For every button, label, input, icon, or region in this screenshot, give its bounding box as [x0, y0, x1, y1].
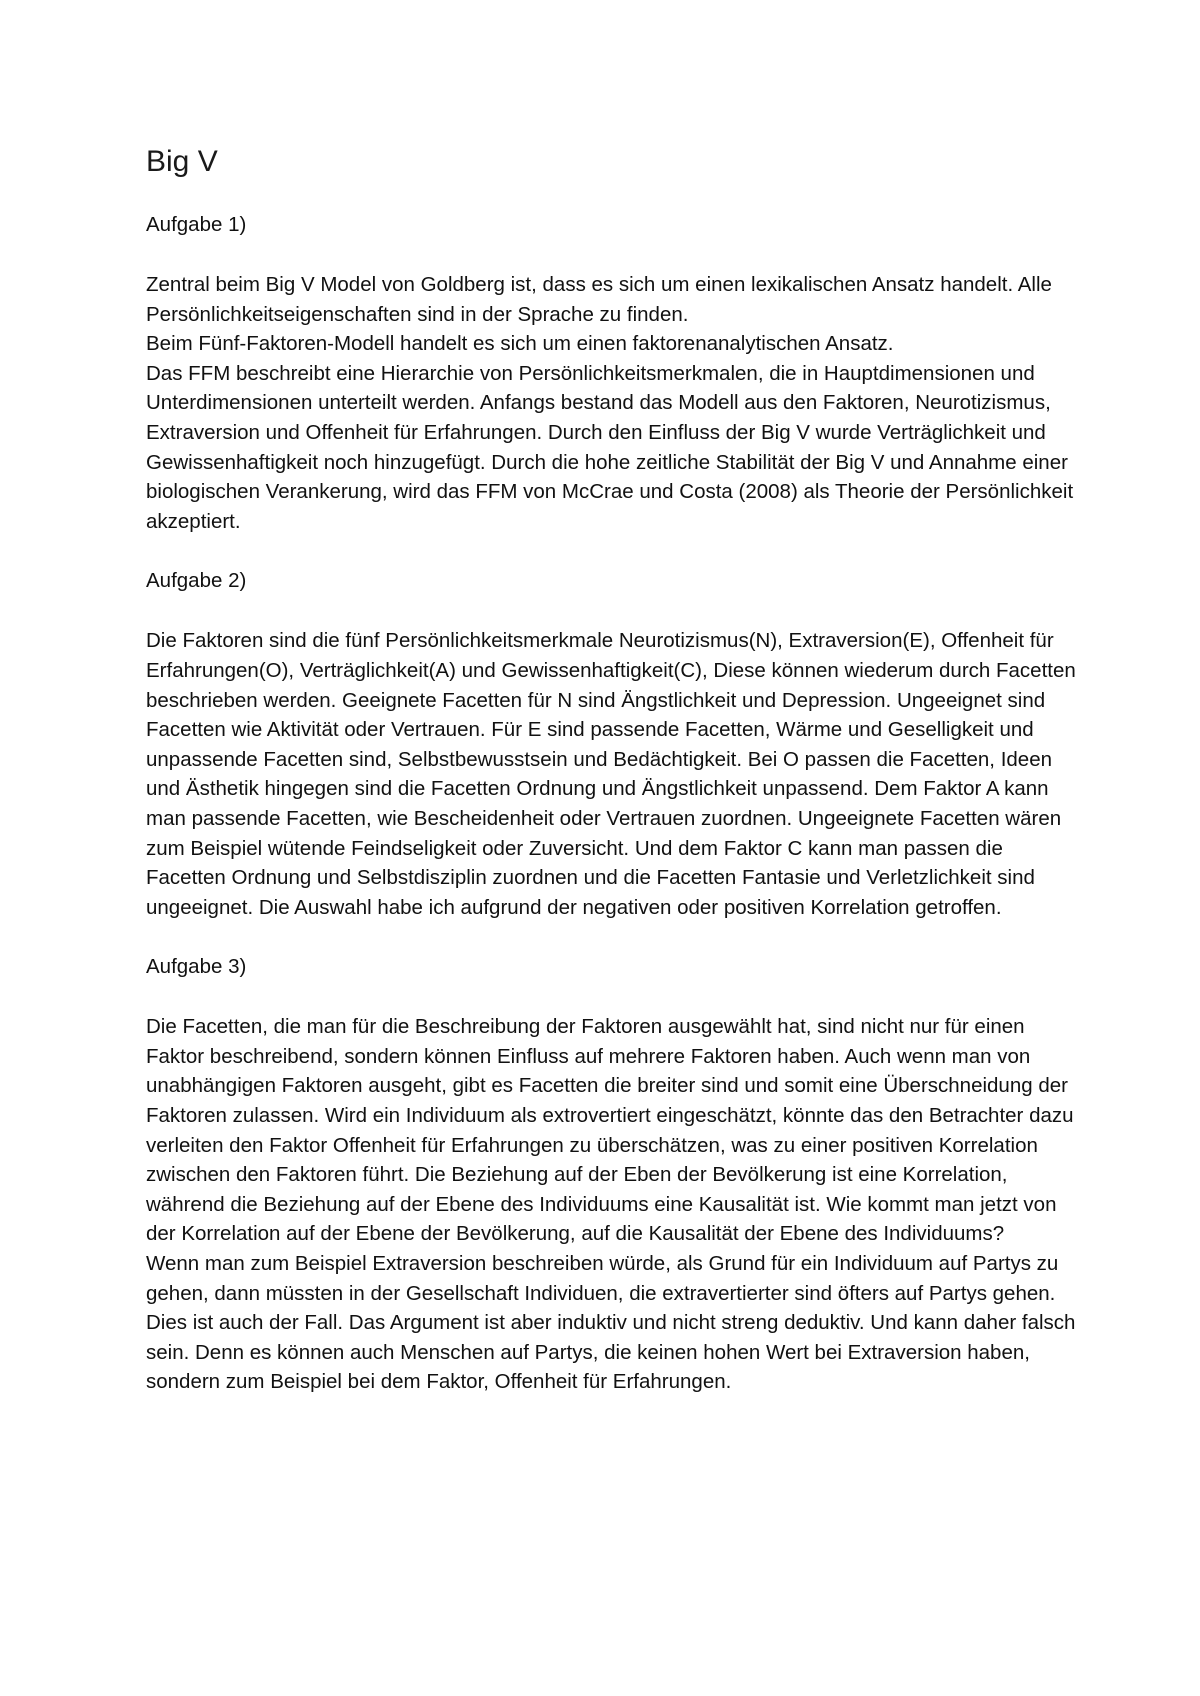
section-paragraph: Die Facetten, die man für die Beschreibung der Faktoren ausgewählt hat, sind nicht nur für einen Faktor beschreibend, sondern können Einfluss auf mehrere Faktoren haben. Auch wenn man von unabhängigen Faktoren ausgeht, gibt es Facetten die breiter sind und somit eine Überschneidung der Faktoren zulassen. Wird ein Individuum als extrovertiert eingeschätzt, könnte das den Betrachter dazu verleiten den Faktor Offenheit für Erfahrungen zu überschätzen, was zu einer positiven Korrelation zwischen den Faktoren führt. Die Beziehung auf der Eben der Bevölkerung ist eine Korrelation, während die Beziehung auf der Ebene des Individuums eine Kausalität ist. Wie kommt man jetzt von der Korrelation auf der Ebene der Bevölkerung, auf die Kausalität der Ebene des Individuums? Wenn man zum Beispiel Extraversion beschreiben würde, als Grund für ein Individuum auf Partys zu gehen, dann müssten in der Gesellschaft Individuen, die extravertierter sind öfters auf Partys gehen. Dies ist auch der Fall. Das Argument ist aber induktiv und nicht streng deduktiv. Und kann daher falsch sein. Denn es können auch Menschen auf Partys, die keinen hohen Wert bei Extraversion haben, sondern zum Beispiel bei dem Faktor, Offenheit für Erfahrungen.	[146, 1015, 1076, 1394]
document-title: Big V	[146, 145, 218, 178]
section-paragraph: Zentral beim Big V Model von Goldberg ist, dass es sich um einen lexikalischen Ansatz handelt. Alle Persönlichkeitseigenschaften sind in der Sprache zu finden. Beim Fünf-Faktoren-Modell handelt es sich um einen faktorenanalytischen Ansatz. Das FFM beschreibt eine Hierarchie von Persönlichkeitsmerkmalen, die in Hauptdimensionen und Unterdimensionen unterteilt werden. Anfangs bestand das Modell aus den Faktoren, Neurotizismus, Extraversion und Offenheit für Erfahrungen. Durch den Einfluss der Big V wurde Verträglichkeit und Gewissenhaftigkeit noch hinzugefügt. Durch die hohe zeitliche Stabilität der Big V und Annahme einer biologischen Verankerung, wird das FFM von McCrae und Costa (2008) als Theorie der Persönlichkeit akzeptiert.	[146, 273, 1074, 533]
section-aufgabe-1	[146, 210, 1086, 536]
document-page	[146, 142, 1086, 1427]
section-heading: Aufgabe 2)	[146, 569, 247, 593]
section-aufgabe-2	[146, 566, 1086, 922]
section-paragraph: Die Faktoren sind die fünf Persönlichkeitsmerkmale Neurotizismus(N), Extraversion(E), Offenheit für Erfahrungen(O), Verträglichkeit(A) und Gewissenhaftigkeit(C), Diese können wiederum durch Facetten beschrieben werden. Geeignete Facetten für N sind Ängstlichkeit und Depression. Ungeeignet sind Facetten wie Aktivität oder Vertrauen. Für E sind passende Facetten, Wärme und Geselligkeit und unpassende Facetten sind, Selbstbewusstsein und Bedächtigkeit. Bei O passen die Facetten, Ideen und Ästhetik hingegen sind die Facetten Ordnung und Ängstlichkeit unpassend. Dem Faktor A kann man passende Facetten, wie Bescheidenheit oder Vertrauen zuordnen. Ungeeignete Facetten wären zum Beispiel wütende Feindseligkeit oder Zuversicht. Und dem Faktor C kann man passen die Facetten Ordnung und Selbstdisziplin zuordnen und die Facetten Fantasie und Verletzlichkeit sind ungeeignet. Die Auswahl habe ich aufgrund der negativen oder positiven Korrelation getroffen.	[146, 629, 1076, 919]
section-aufgabe-3	[146, 952, 1086, 1397]
section-heading: Aufgabe 3)	[146, 955, 247, 979]
section-heading: Aufgabe 1)	[146, 213, 247, 236]
